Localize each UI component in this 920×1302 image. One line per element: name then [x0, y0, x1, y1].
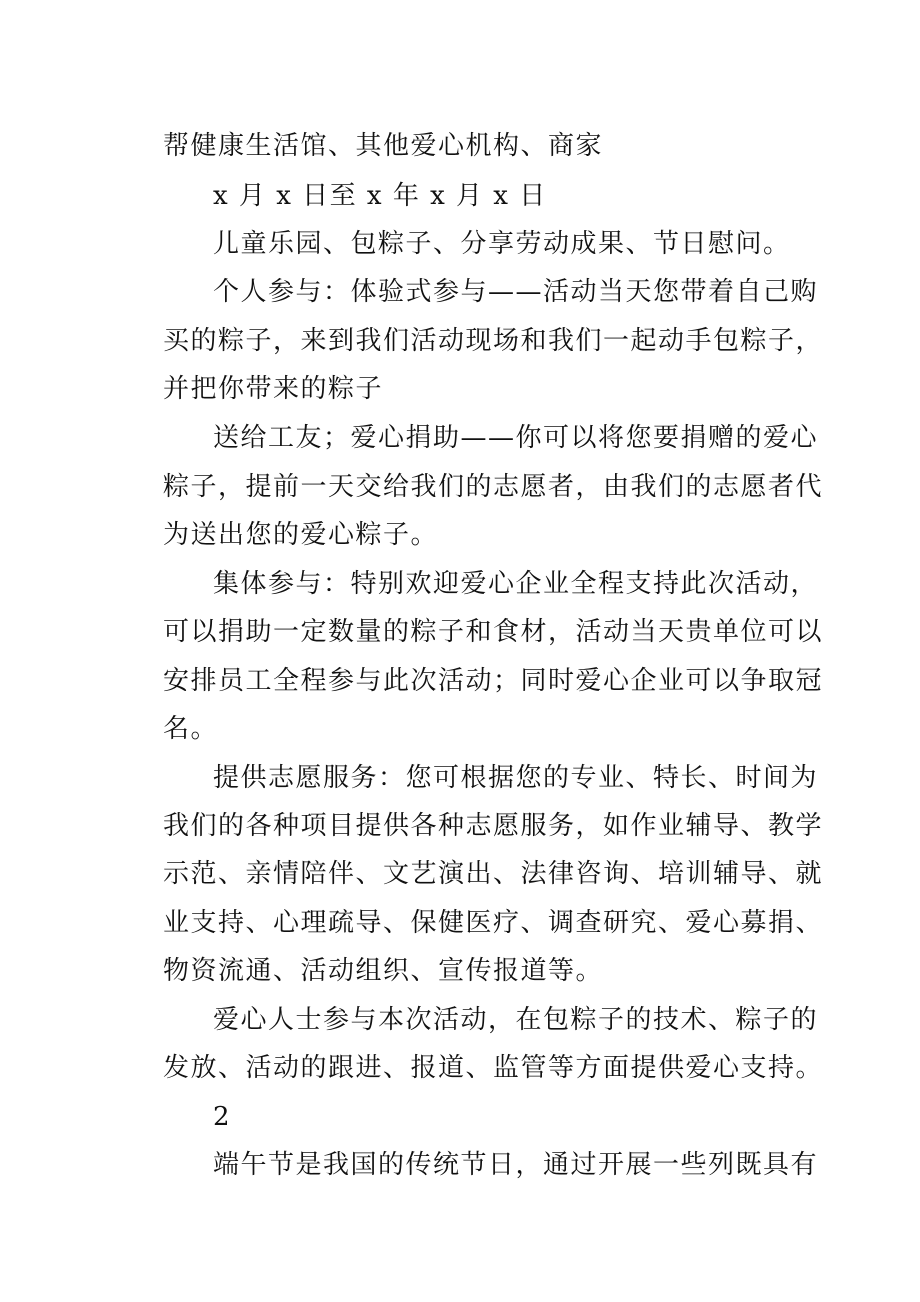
text-line: 为送出您的爱心粽子。 — [163, 520, 439, 550]
text-line: 示范、亲情陪伴、文艺演出、法律咨询、培训辅导、就 — [163, 859, 824, 889]
text-line: 个人参与：体验式参与——活动当天您带着自己购 — [213, 277, 819, 307]
text-line: 名。 — [163, 714, 219, 744]
text-line: 粽子，提前一天交给我们的志愿者，由我们的志愿者代 — [163, 472, 824, 502]
text-line: x 月 x 日至 x 年 x 月 x 日 — [213, 181, 547, 211]
text-line: 业支持、心理疏导、保健医疗、调查研究、爱心募捐、 — [163, 908, 824, 938]
text-line: 并把你带来的粽子 — [163, 374, 384, 404]
text-line: 提供志愿服务：您可根据您的专业、特长、时间为 — [213, 763, 819, 793]
text-line: 我们的各种项目提供各种志愿服务，如作业辅导、教学 — [163, 811, 824, 841]
text-line: 安排员工全程参与此次活动；同时爱心企业可以争取冠 — [163, 666, 824, 696]
text-line: 物资流通、活动组织、宣传报道等。 — [163, 956, 604, 986]
text-line: 爱心人士参与本次活动，在包粽子的技术、粽子的 — [213, 1005, 819, 1035]
text-line: 发放、活动的跟进、报道、监管等方面提供爱心支持。 — [163, 1053, 824, 1083]
text-line: 帮健康生活馆、其他爱心机构、商家 — [163, 131, 604, 161]
page-number: 2 — [213, 1102, 232, 1132]
text-line: 端午节是我国的传统节日，通过开展一些列既具有 — [213, 1150, 819, 1180]
text-line: 儿童乐园、包粽子、分享劳动成果、节日慰问。 — [213, 229, 791, 259]
text-line: 送给工友；爱心捐助——你可以将您要捐赠的爱心 — [213, 423, 819, 453]
text-line: 集体参与：特别欢迎爱心企业全程支持此次活动， — [213, 569, 819, 599]
text-line: 可以捐助一定数量的粽子和食材，活动当天贵单位可以 — [163, 617, 824, 647]
text-line: 买的粽子，来到我们活动现场和我们一起动手包粽子， — [163, 326, 824, 356]
